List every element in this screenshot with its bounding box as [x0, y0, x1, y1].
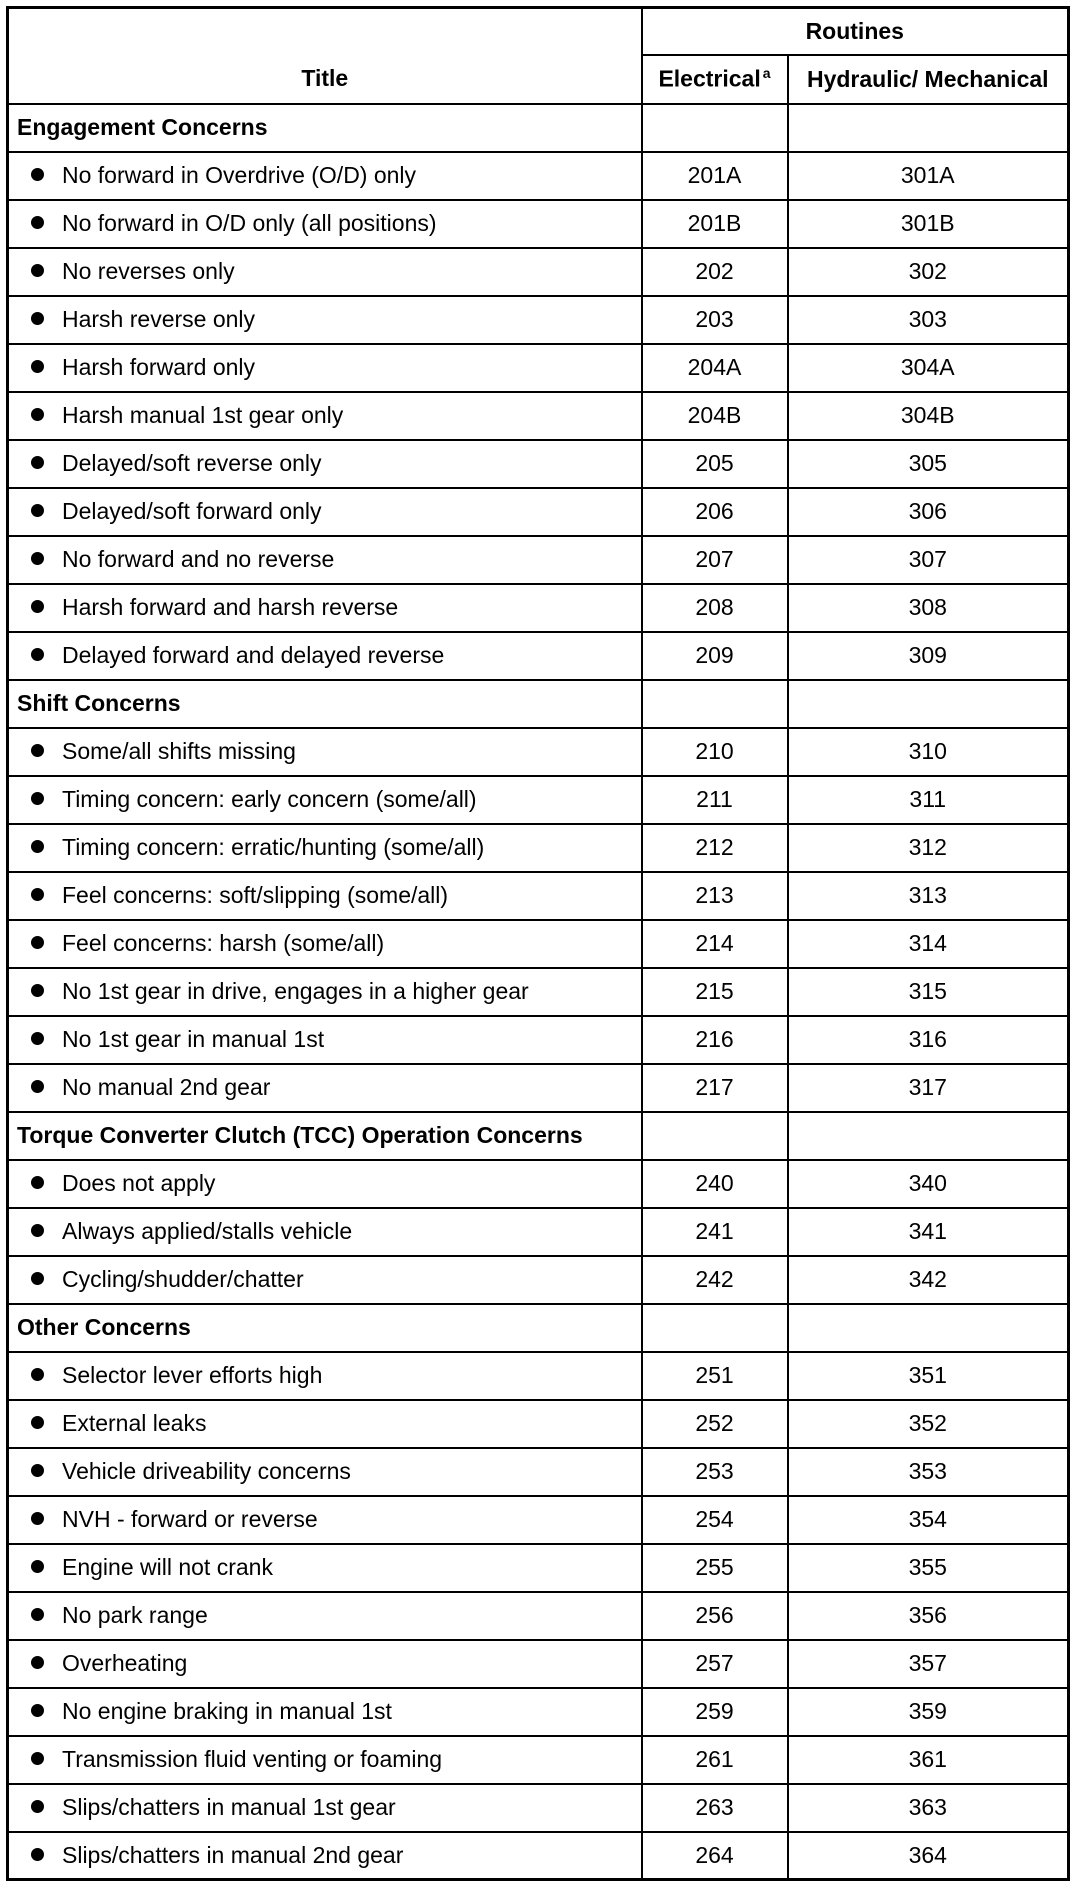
bullet-icon [31, 1416, 44, 1429]
concern-title-cell [8, 488, 642, 536]
section-title: Torque Converter Clutch (TCC) Operation Concerns [8, 1112, 642, 1160]
title-column-header: Title [8, 55, 642, 104]
electrical-routine-code: 257 [642, 1640, 788, 1688]
bullet-icon [31, 648, 44, 661]
electrical-routine-code: 253 [642, 1448, 788, 1496]
concern-title-cell [8, 1160, 642, 1208]
hydraulic-routine-code: 308 [788, 584, 1069, 632]
electrical-routine-code: 204B [642, 392, 788, 440]
electrical-routine-code: 261 [642, 1736, 788, 1784]
concern-title: No 1st gear in manual 1st [62, 1026, 325, 1052]
electrical-routine-code: 216 [642, 1016, 788, 1064]
routine-table [6, 6, 1070, 1881]
concern-title-cell [8, 824, 642, 872]
concern-title: Feel concerns: soft/slipping (some/all) [62, 882, 449, 908]
electrical-routine-code: 205 [642, 440, 788, 488]
table-row [8, 488, 1069, 536]
concern-title-cell [8, 632, 642, 680]
concern-title: Harsh forward and harsh reverse [62, 594, 399, 620]
concern-title-cell [8, 1256, 642, 1304]
table-row [8, 1400, 1069, 1448]
hydraulic-routine-code: 305 [788, 440, 1069, 488]
electrical-routine-code: 251 [642, 1352, 788, 1400]
electrical-routine-code: 242 [642, 1256, 788, 1304]
table-row [8, 824, 1069, 872]
concern-title-cell [8, 1064, 642, 1112]
concern-title: No reverses only [62, 258, 235, 284]
concern-title: External leaks [62, 1410, 207, 1436]
hydraulic-routine-code: 310 [788, 728, 1069, 776]
concern-title: Delayed/soft forward only [62, 498, 322, 524]
table-row [8, 440, 1069, 488]
concern-title: Harsh manual 1st gear only [62, 402, 344, 428]
concern-title: Slips/chatters in manual 2nd gear [62, 1841, 404, 1868]
bullet-icon [31, 456, 44, 469]
hydraulic-routine-code: 314 [788, 920, 1069, 968]
section-hydraulic-empty [788, 104, 1069, 152]
concern-title-cell [8, 920, 642, 968]
section-row [8, 1304, 1069, 1352]
concern-title: Vehicle driveability concerns [62, 1458, 351, 1484]
concern-title-cell [8, 344, 642, 392]
table-row [8, 344, 1069, 392]
bullet-icon [31, 504, 44, 517]
table-row [8, 632, 1069, 680]
electrical-header-label: Electrical [658, 65, 761, 92]
hydraulic-routine-code: 312 [788, 824, 1069, 872]
bullet-icon [31, 1512, 44, 1525]
hydraulic-routine-code: 341 [788, 1208, 1069, 1256]
concern-title: Timing concern: early concern (some/all) [62, 786, 477, 812]
section-electrical-empty [642, 1112, 788, 1160]
concern-title: No 1st gear in drive, engages in a higher gear [62, 978, 529, 1004]
hydraulic-routine-code: 355 [788, 1544, 1069, 1592]
table-body [8, 104, 1069, 1880]
hydraulic-routine-code: 302 [788, 248, 1069, 296]
concern-title: Selector lever efforts high [62, 1362, 323, 1388]
electrical-routine-code: 203 [642, 296, 788, 344]
hydraulic-routine-code: 342 [788, 1256, 1069, 1304]
bullet-icon [31, 1704, 44, 1717]
bullet-icon [31, 216, 44, 229]
electrical-routine-code: 256 [642, 1592, 788, 1640]
bullet-icon [31, 360, 44, 373]
hydraulic-routine-code: 306 [788, 488, 1069, 536]
concern-title: Transmission fluid venting or foaming [62, 1746, 443, 1772]
hydraulic-routine-code: 315 [788, 968, 1069, 1016]
bullet-icon [31, 1368, 44, 1381]
routines-header: Routines [642, 8, 1069, 55]
table-row [8, 200, 1069, 248]
bullet-icon [31, 552, 44, 565]
concern-title-cell [8, 1640, 642, 1688]
table-row [8, 968, 1069, 1016]
section-hydraulic-empty [788, 680, 1069, 728]
table-row [8, 1688, 1069, 1736]
bullet-icon [31, 888, 44, 901]
bullet-icon [31, 1032, 44, 1045]
table-row [8, 1160, 1069, 1208]
electrical-routine-code: 217 [642, 1064, 788, 1112]
hydraulic-routine-code: 352 [788, 1400, 1069, 1448]
hydraulic-routine-code: 311 [788, 776, 1069, 824]
section-row [8, 104, 1069, 152]
bullet-icon [31, 1800, 44, 1813]
bullet-icon [31, 312, 44, 325]
table-row [8, 296, 1069, 344]
concern-title: NVH - forward or reverse [62, 1506, 318, 1532]
header-blank-cell [8, 8, 642, 55]
concern-title-cell [8, 968, 642, 1016]
section-electrical-empty [642, 1304, 788, 1352]
concern-title-cell [8, 1784, 642, 1832]
concern-title: Delayed forward and delayed reverse [62, 642, 445, 668]
section-hydraulic-empty [788, 1112, 1069, 1160]
table-row [8, 1352, 1069, 1400]
electrical-routine-code: 212 [642, 824, 788, 872]
concern-title: No forward in Overdrive (O/D) only [62, 162, 417, 188]
hydraulic-routine-code: 354 [788, 1496, 1069, 1544]
hydraulic-routine-code: 301B [788, 200, 1069, 248]
concern-title: Always applied/stalls vehicle [62, 1218, 353, 1244]
bullet-icon [31, 1656, 44, 1669]
concern-title-cell [8, 1016, 642, 1064]
concern-title: Slips/chatters in manual 1st gear [62, 1794, 396, 1820]
section-electrical-empty [642, 680, 788, 728]
bullet-icon [31, 1560, 44, 1573]
table-row [8, 1832, 1069, 1880]
concern-title-cell [8, 776, 642, 824]
bullet-icon [31, 1848, 44, 1861]
concern-title: Does not apply [62, 1170, 216, 1196]
section-hydraulic-empty [788, 1304, 1069, 1352]
concern-title-cell [8, 728, 642, 776]
header-row-top [8, 8, 1069, 55]
header-row-bottom [8, 55, 1069, 104]
electrical-routine-code: 204A [642, 344, 788, 392]
bullet-icon [31, 792, 44, 805]
concern-title-cell [8, 1448, 642, 1496]
hydraulic-routine-code: 364 [788, 1832, 1069, 1880]
concern-title: No forward and no reverse [62, 546, 335, 572]
bullet-icon [31, 1752, 44, 1765]
bullet-icon [31, 1608, 44, 1621]
bullet-icon [31, 600, 44, 613]
section-row [8, 1112, 1069, 1160]
electrical-routine-code: 208 [642, 584, 788, 632]
electrical-routine-code: 240 [642, 1160, 788, 1208]
section-title: Engagement Concerns [8, 104, 642, 152]
bullet-icon [31, 408, 44, 421]
table-row [8, 1256, 1069, 1304]
hydraulic-routine-code: 303 [788, 296, 1069, 344]
concern-title: Cycling/shudder/chatter [62, 1266, 304, 1292]
concern-title-cell [8, 1592, 642, 1640]
table-row [8, 1784, 1069, 1832]
concern-title-cell [8, 392, 642, 440]
hydraulic-routine-code: 317 [788, 1064, 1069, 1112]
concern-title: No forward in O/D only (all positions) [62, 210, 437, 236]
concern-title: Harsh forward only [62, 354, 256, 380]
electrical-routine-code: 211 [642, 776, 788, 824]
table-row [8, 1448, 1069, 1496]
electrical-footnote-marker: a [762, 65, 771, 82]
electrical-routine-code: 214 [642, 920, 788, 968]
concern-title: Engine will not crank [62, 1554, 273, 1580]
hydraulic-routine-code: 307 [788, 536, 1069, 584]
bullet-icon [31, 1272, 44, 1285]
table-row [8, 920, 1069, 968]
bullet-icon [31, 168, 44, 181]
bullet-icon [31, 984, 44, 997]
hydraulic-routine-code: 301A [788, 152, 1069, 200]
concern-title-cell [8, 200, 642, 248]
electrical-routine-code: 255 [642, 1544, 788, 1592]
bullet-icon [31, 744, 44, 757]
hydraulic-routine-code: 356 [788, 1592, 1069, 1640]
table-row [8, 1208, 1069, 1256]
electrical-column-header [642, 55, 788, 104]
concern-title-cell [8, 1208, 642, 1256]
concern-title-cell [8, 248, 642, 296]
concern-title-cell [8, 584, 642, 632]
electrical-routine-code: 241 [642, 1208, 788, 1256]
table-row [8, 1016, 1069, 1064]
bullet-icon [31, 1464, 44, 1477]
concern-title: Some/all shifts missing [62, 738, 296, 764]
hydraulic-routine-code: 304A [788, 344, 1069, 392]
table-row [8, 776, 1069, 824]
electrical-routine-code: 207 [642, 536, 788, 584]
concern-title-cell [8, 296, 642, 344]
electrical-routine-code: 213 [642, 872, 788, 920]
table-row [8, 872, 1069, 920]
concern-title-cell [8, 1496, 642, 1544]
section-title: Shift Concerns [8, 680, 642, 728]
hydraulic-routine-code: 309 [788, 632, 1069, 680]
table-row [8, 1640, 1069, 1688]
hydraulic-routine-code: 351 [788, 1352, 1069, 1400]
concern-title-cell [8, 1400, 642, 1448]
section-electrical-empty [642, 104, 788, 152]
bullet-icon [31, 264, 44, 277]
bullet-icon [31, 1224, 44, 1237]
electrical-routine-code: 202 [642, 248, 788, 296]
section-title: Other Concerns [8, 1304, 642, 1352]
table-row [8, 728, 1069, 776]
concern-title-cell [8, 1688, 642, 1736]
table-row [8, 152, 1069, 200]
concern-title: Overheating [62, 1650, 188, 1676]
concern-title-cell [8, 1736, 642, 1784]
electrical-routine-code: 252 [642, 1400, 788, 1448]
electrical-routine-code: 263 [642, 1784, 788, 1832]
hydraulic-routine-code: 340 [788, 1160, 1069, 1208]
hydraulic-routine-code: 357 [788, 1640, 1069, 1688]
electrical-routine-code: 215 [642, 968, 788, 1016]
table-row [8, 1064, 1069, 1112]
hydraulic-routine-code: 313 [788, 872, 1069, 920]
concern-title: Feel concerns: harsh (some/all) [62, 930, 385, 956]
concern-title-cell [8, 872, 642, 920]
table-row [8, 1496, 1069, 1544]
electrical-routine-code: 201B [642, 200, 788, 248]
section-row [8, 680, 1069, 728]
table-row [8, 392, 1069, 440]
bullet-icon [31, 1080, 44, 1093]
concern-title: Timing concern: erratic/hunting (some/all) [62, 834, 485, 860]
electrical-routine-code: 209 [642, 632, 788, 680]
bullet-icon [31, 936, 44, 949]
concern-title-cell [8, 152, 642, 200]
concern-title-cell [8, 440, 642, 488]
concern-title: No engine braking in manual 1st [62, 1698, 392, 1724]
electrical-routine-code: 254 [642, 1496, 788, 1544]
table-row [8, 584, 1069, 632]
table-row [8, 1544, 1069, 1592]
hydraulic-routine-code: 359 [788, 1688, 1069, 1736]
concern-title: Delayed/soft reverse only [62, 450, 322, 476]
concern-title: Harsh reverse only [62, 306, 256, 332]
bullet-icon [31, 840, 44, 853]
hydraulic-routine-code: 316 [788, 1016, 1069, 1064]
concern-title-cell [8, 536, 642, 584]
concern-title-cell [8, 1352, 642, 1400]
concern-title: No manual 2nd gear [62, 1074, 271, 1100]
electrical-routine-code: 201A [642, 152, 788, 200]
table-row [8, 536, 1069, 584]
hydraulic-routine-code: 304B [788, 392, 1069, 440]
table-row [8, 1592, 1069, 1640]
table-row [8, 248, 1069, 296]
electrical-routine-code: 210 [642, 728, 788, 776]
hydraulic-routine-code: 363 [788, 1784, 1069, 1832]
concern-title: No park range [62, 1602, 208, 1628]
concern-title-cell [8, 1832, 642, 1880]
concern-title-cell [8, 1544, 642, 1592]
hydraulic-routine-code: 361 [788, 1736, 1069, 1784]
bullet-icon [31, 1176, 44, 1189]
table-row [8, 1736, 1069, 1784]
hydraulic-column-header: Hydraulic/ Mechanical [788, 55, 1069, 104]
electrical-routine-code: 264 [642, 1832, 788, 1880]
hydraulic-routine-code: 353 [788, 1448, 1069, 1496]
electrical-routine-code: 206 [642, 488, 788, 536]
electrical-routine-code: 259 [642, 1688, 788, 1736]
